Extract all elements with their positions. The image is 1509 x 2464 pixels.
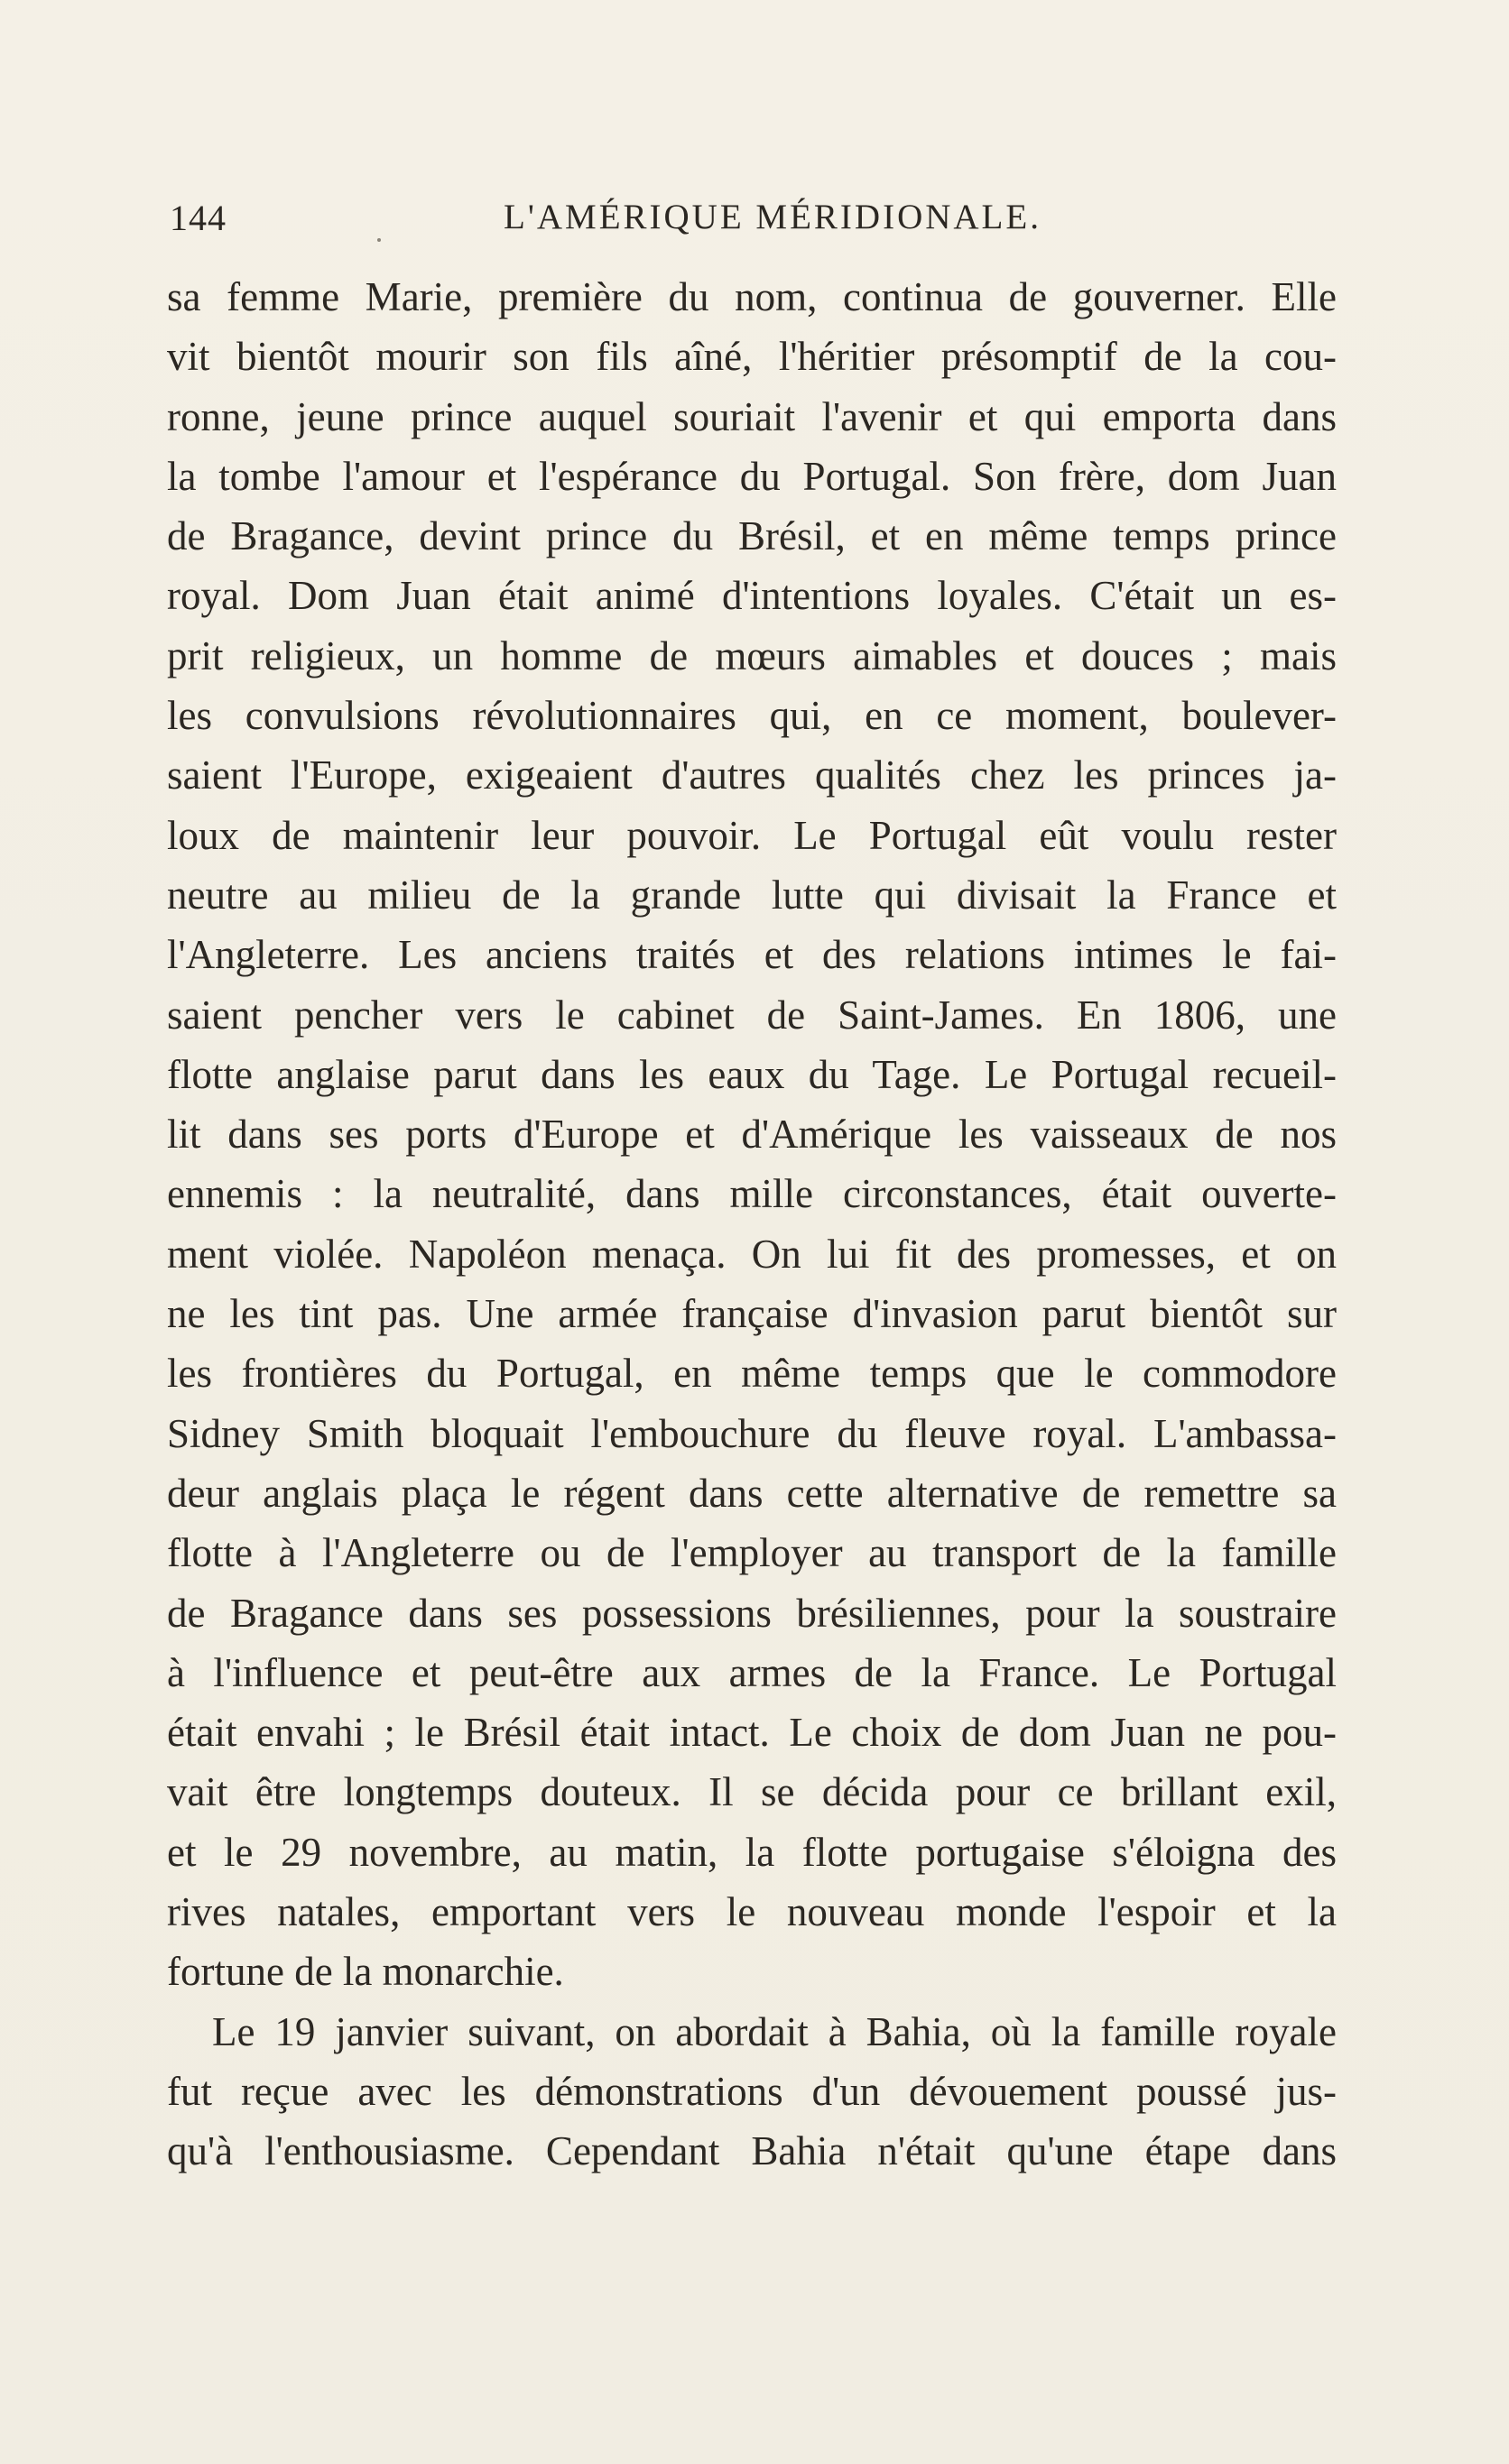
text-line: et le 29 novembre, au matin, la flotte portugaise s'éloigna des	[167, 1829, 1337, 1875]
text-line: ment violée. Napoléon menaça. On lui fit des promesses, et on	[167, 1231, 1337, 1277]
text-line: ennemis : la neutralité, dans mille circonstances, était ouverte-	[167, 1171, 1337, 1217]
text-line: vait être longtemps douteux. Il se décida pour ce brillant exil,	[167, 1769, 1337, 1815]
text-line: saient pencher vers le cabinet de Saint-James. En 1806, une	[167, 992, 1337, 1038]
text-line: fut reçue avec les démonstrations d'un dévouement poussé jus-	[167, 2068, 1337, 2114]
text-line: prit religieux, un homme de mœurs aimables et douces ; mais	[167, 632, 1337, 678]
text-line: rives natales, emportant vers le nouveau monde l'espoir et la	[167, 1889, 1337, 1935]
text-line: vit bientôt mourir son fils aîné, l'héritier présomptif de la cou-	[167, 334, 1337, 380]
text-line: les convulsions révolutionnaires qui, en ce moment, boulever-	[167, 693, 1337, 739]
text-line: de Bragance dans ses possessions brésiliennes, pour la soustraire	[167, 1590, 1337, 1636]
text-line: les frontières du Portugal, en même temps que le commodore	[167, 1351, 1337, 1397]
text-line: qu'à l'enthousiasme. Cependant Bahia n'était qu'une étape dans	[167, 2128, 1337, 2174]
text-line: royal. Dom Juan était animé d'intentions loyales. C'était un es-	[167, 573, 1337, 619]
text-line: était envahi ; le Brésil était intact. Le choix de dom Juan ne pou-	[167, 1710, 1337, 1756]
text-line: neutre au milieu de la grande lutte qui divisait la France et	[167, 872, 1337, 918]
paragraph-end-line: fortune de la monarchie.	[167, 1949, 564, 1995]
body-text	[167, 267, 1337, 2182]
text-line: ronne, jeune prince auquel souriait l'avenir et qui emporta dans	[167, 393, 1337, 439]
page-number: 144	[170, 198, 227, 238]
running-head	[170, 197, 1343, 251]
ink-speck	[377, 238, 381, 242]
running-title: L'AMÉRIQUE MÉRIDIONALE.	[504, 198, 1041, 236]
text-line: saient l'Europe, exigeaient d'autres qualités chez les princes ja-	[167, 752, 1337, 798]
text-line: loux de maintenir leur pouvoir. Le Portugal eût voulu rester	[167, 812, 1337, 858]
paragraph-start-line: Le 19 janvier suivant, on abordait à Bahia, où la famille royale	[212, 2008, 1337, 2054]
text-line: deur anglais plaça le régent dans cette alternative de remettre sa	[167, 1470, 1337, 1516]
text-line: flotte anglaise parut dans les eaux du Tage. Le Portugal recueil-	[167, 1051, 1337, 1097]
text-line: Sidney Smith bloquait l'embouchure du fleuve royal. L'ambassa-	[167, 1410, 1337, 1456]
text-line: ne les tint pas. Une armée française d'invasion parut bientôt sur	[167, 1291, 1337, 1337]
text-line: sa femme Marie, première du nom, continua de gouverner. Elle	[167, 274, 1337, 319]
text-line: l'Angleterre. Les anciens traités et des relations intimes le fai-	[167, 932, 1337, 978]
text-line: la tombe l'amour et l'espérance du Portugal. Son frère, dom Juan	[167, 453, 1337, 499]
text-line: lit dans ses ports d'Europe et d'Amérique les vaisseaux de nos	[167, 1112, 1337, 1158]
text-line: flotte à l'Angleterre ou de l'employer au transport de la famille	[167, 1530, 1337, 1576]
text-line: à l'influence et peut-être aux armes de la France. Le Portugal	[167, 1649, 1337, 1695]
text-line: de Bragance, devint prince du Brésil, et en même temps prince	[167, 513, 1337, 559]
